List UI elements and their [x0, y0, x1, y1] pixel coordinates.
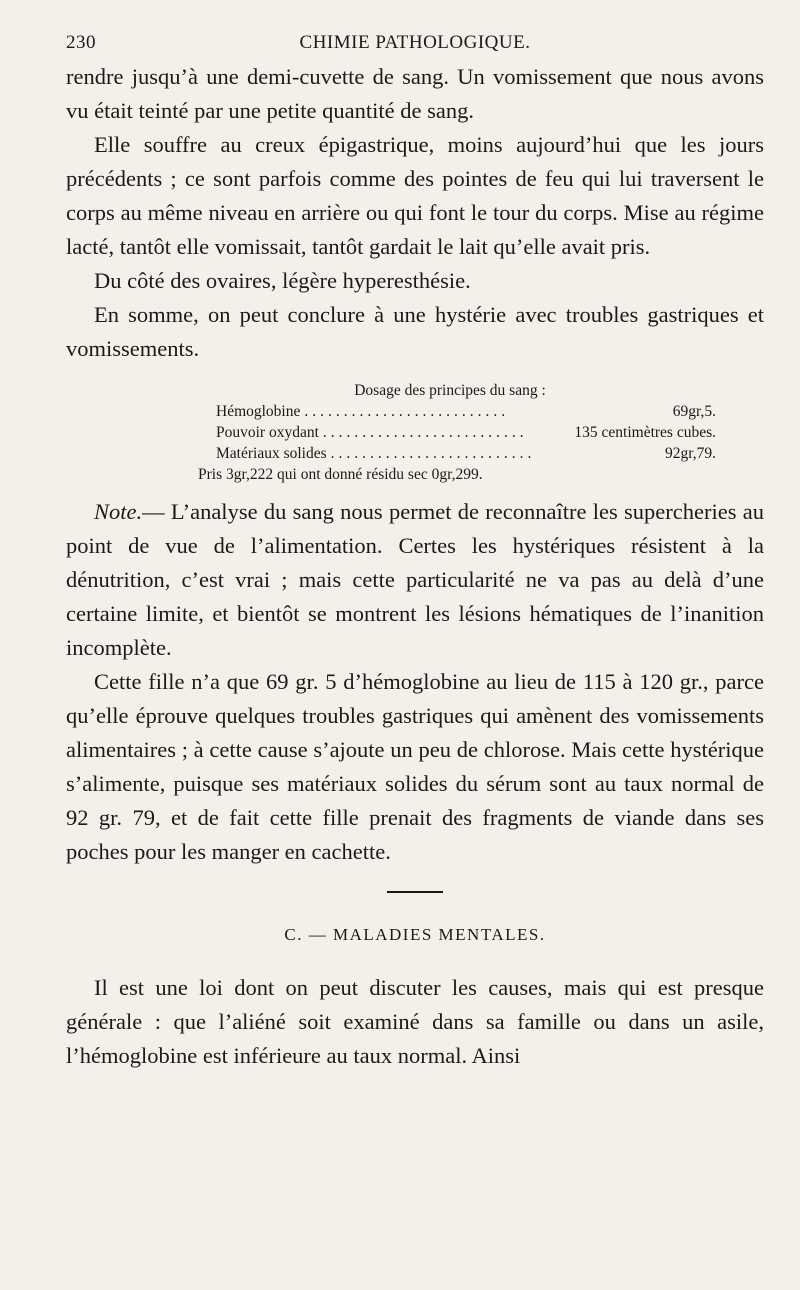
section-divider: [387, 891, 443, 893]
table-row: [216, 401, 716, 422]
row-label: Matériaux solides: [216, 445, 327, 462]
row-value: 92gr,79.: [664, 445, 716, 462]
table-note: Pris 3gr,222 qui ont donné résidu sec 0gr,299.: [198, 466, 483, 483]
running-header: [66, 30, 764, 60]
paragraph-note: [66, 495, 764, 665]
blood-analysis-table: [66, 380, 764, 485]
book-page: [66, 30, 764, 1073]
note-text: L’analyse du sang nous permet de reconnaître les supercheries au point de vue de l’alimentation. Certes les hystériques résistent à la dénutrition, c’est vrai ; mais cette particularité ne va pas au delà d’une certaine limite, et bientôt se montrent les lésions hématiques de l’inanition incomplète.: [66, 499, 764, 660]
note-label: Note.: [94, 499, 143, 524]
note-dash: —: [142, 499, 165, 524]
paragraph-continuation: rendre jusqu’à une demi-cuvette de sang. Un vomissement que nous avons vu était teinté par une petite quantité de sang.: [66, 64, 764, 123]
paragraph-mental-illness: Il est une loi dont on peut discuter les causes, mais qui est presque générale : que l’aliéné soit examiné dans sa famille ou dans un asile, l’hémoglobine est inférieure au taux normal. Ainsi: [66, 975, 764, 1068]
table-title: Dosage des principes du sang :: [354, 382, 546, 399]
row-value: 135 centimètres cubes.: [574, 424, 716, 441]
leader-dots: ..........................: [322, 424, 528, 441]
leader-dots: ..........................: [330, 445, 536, 462]
row-value: 69gr,5.: [672, 403, 716, 420]
paragraph-ovaries: Du côté des ovaires, légère hyperesthésie.: [94, 268, 471, 293]
running-title: CHIMIE PATHOLOGIQUE.: [299, 32, 531, 53]
row-label: Hémoglobine: [216, 403, 301, 420]
paragraph-epigastric-pain: Elle souffre au creux épigastrique, moins aujourd’hui que les jours précédents ; ce sont parfois comme des pointes de feu qui lui traversent le corps au même niveau en arrière ou qui font le tour du corps. Mise au régime lacté, tantôt elle vomissait, tantôt gardait le lait qu’elle avait pris.: [66, 132, 764, 259]
paragraph-conclusion: En somme, on peut conclure à une hystérie avec troubles gastriques et vomissements.: [66, 302, 764, 361]
paragraph-hemoglobin: Cette fille n’a que 69 gr. 5 d’hémoglobine au lieu de 115 à 120 gr., parce qu’elle éprouve quelques troubles gastriques qui amènent des vomissements alimentaires ; à cette cause s’ajoute un peu de chlorose. Mais cette hystérique s’alimente, puisque ses matériaux solides du sérum sont au taux normal de 92 gr. 79, et de fait cette fille prenait des fragments de viande dans ses poches pour les manger en cachette.: [66, 669, 764, 864]
page-number: 230: [66, 32, 96, 53]
row-label: Pouvoir oxydant: [216, 424, 319, 441]
table-row: [216, 443, 716, 464]
table-row: [216, 422, 716, 443]
section-heading: C. — MALADIES MENTALES.: [284, 925, 546, 944]
leader-dots: ..........................: [304, 403, 510, 420]
